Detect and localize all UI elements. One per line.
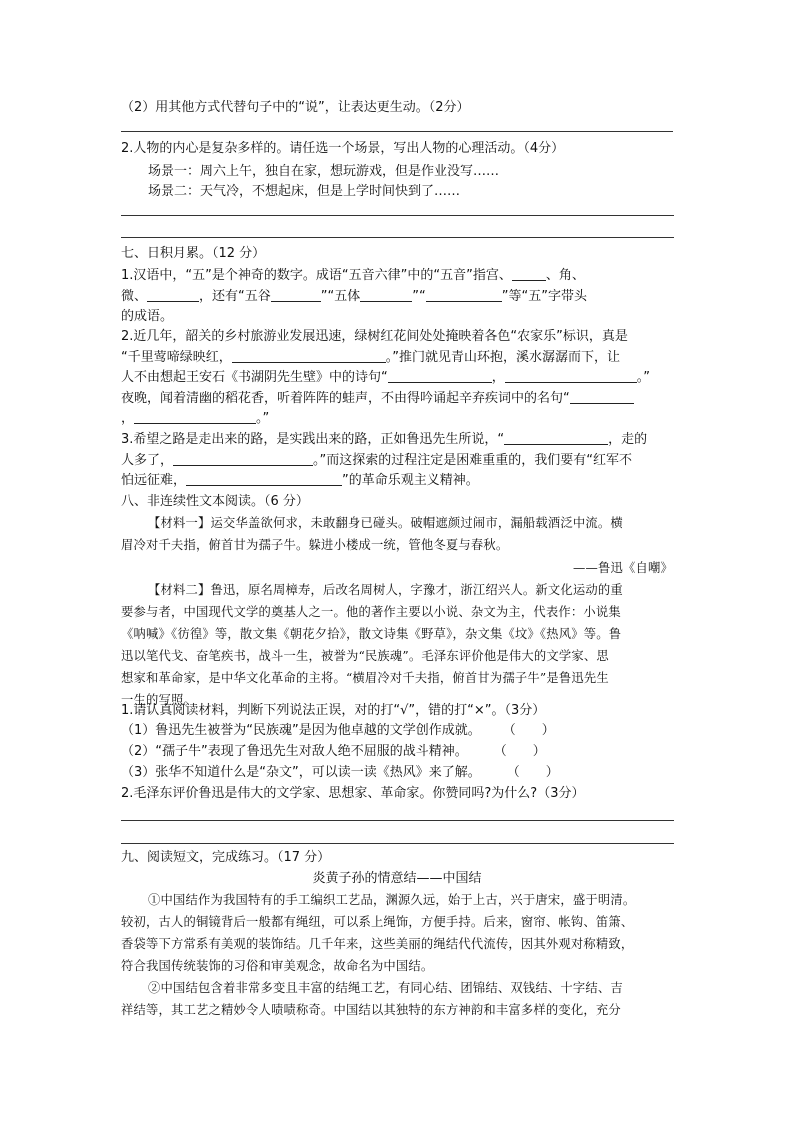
answer-line[interactable] [121, 843, 674, 844]
answer-line[interactable] [121, 215, 674, 216]
s8-q1-statement-3 [121, 763, 676, 783]
text: （1）鲁迅先生被誉为“民族魂”是因为他卓越的文学创作成就。 [121, 723, 481, 738]
answer-line[interactable] [121, 820, 674, 821]
material-2-line2: 要参与者，中国现代文学的奠基人之一。他的著作主要以小说、杂文为主，代表作：小说集 [121, 605, 621, 619]
text: 。” [636, 370, 651, 385]
s7-q1-line1 [121, 266, 676, 286]
text: ， [491, 370, 505, 385]
text: “千里莺啼绿映红， [121, 350, 232, 365]
text: 怕远征难， [121, 473, 187, 488]
text: 人不由想起王安石《书湖阴先生壁》中的诗句“ [121, 370, 388, 385]
q6-question-2: 2.人物的内心是复杂多样的。请任选一个场景，写出人物的心理活动。（4分） [121, 141, 565, 156]
q6-sub-question-2: （2）用其他方式代替句子中的“说”，让表达更生动。（2分） [121, 100, 470, 115]
text: 。”而这探索的过程注定是困难重重的，我们要有“红军不 [313, 453, 632, 468]
text: 3.希望之路是走出来的路，是实践出来的路，正如鲁迅先生所说，“ [121, 432, 505, 447]
text: 微、 [121, 289, 148, 304]
text: ”“五体 [320, 289, 361, 304]
s7-q2-line3 [121, 368, 676, 388]
section-9-heading: 九、阅读短文，完成练习。（17 分） [121, 850, 331, 865]
text: ”的革命乐观主义精神。 [342, 473, 479, 488]
s7-q2-line4 [121, 389, 676, 409]
fill-blank[interactable] [186, 471, 342, 486]
s8-q1-statement-2 [121, 742, 676, 762]
text: 人多了， [121, 453, 174, 468]
text: 夜晚，闻着清幽的稻花香，听着阵阵的蛙声，不由得吟诵起辛弃疾词中的名句“ [121, 391, 570, 406]
fill-blank[interactable] [360, 287, 412, 302]
text: ，走的 [608, 432, 648, 447]
paragraph-2-line1: ②中国结包含着非常多变且丰富的结绳工艺，有同心结、团锦结、双钱结、十字结、吉 [148, 981, 623, 995]
text: 。” [256, 411, 270, 426]
text: （3）张华不知道什么是“杂文”，可以读一读《热风》来了解。 [121, 765, 481, 780]
material-2-line6: 一生的写照。 [121, 693, 196, 707]
s7-q1-line2 [121, 287, 676, 307]
material-2-line4: 迅以笔代戈、奋笔疾书，战斗一生，被誉为“民族魂”。毛泽东评价他是伟大的文学家、思 [121, 649, 609, 663]
answer-paren[interactable]: （ ） [502, 723, 555, 738]
paragraph-1-line4: 符合我国传统装饰的习俗和审美观念，故命名为中国结。 [121, 959, 434, 973]
scene-two: 场景二：天气冷，不想起床，但是上学时间快到了…… [148, 184, 461, 199]
fill-blank[interactable] [173, 451, 313, 466]
answer-line[interactable] [121, 131, 673, 132]
s7-q3-line2 [121, 451, 676, 471]
s8-q1-statement-1 [121, 721, 676, 741]
text: ”“ [412, 289, 426, 304]
material-2-line1: 【材料二】鲁迅，原名周樟寿，后改名周树人，字豫才，浙江绍兴人。新文化运动的重 [148, 583, 623, 597]
material-1-line2: 眉冷对千夫指，俯首甘为孺子牛。躲进小楼成一统，管他冬夏与春秋。 [121, 538, 509, 552]
paragraph-1-line1: ①中国结作为我国特有的手工编织工艺品，渊源久远，始于上古，兴于唐宋，盛于明清。 [148, 893, 636, 907]
text: 、角、 [545, 268, 585, 283]
fill-blank[interactable] [147, 287, 199, 302]
section-7-heading: 七、日积月累。（12 分） [121, 246, 266, 261]
paragraph-1-line3: 香袋等下方常系有美观的装饰结。几千年来，这些美丽的绳结代代流传，因其外观对称精致， [121, 937, 634, 951]
answer-line[interactable] [121, 237, 674, 238]
s7-q2-line1: 2.近几年，韶关的乡村旅游业发展迅速，绿树红花间处处掩映着各色“农家乐”标识，真是 [121, 329, 628, 344]
s7-q2-line5 [121, 409, 676, 429]
paragraph-2-line2: 祥结等，其工艺之精妙令人啧啧称奇。中国结以其独特的东方神韵和丰富多样的变化，充分 [121, 1003, 621, 1017]
text: ，还有“五谷 [199, 289, 271, 304]
answer-paren[interactable]: （ ） [493, 744, 546, 759]
answer-paren[interactable]: （ ） [506, 765, 559, 780]
section-8-heading: 八、非连续性文本阅读。（6 分） [121, 494, 309, 509]
text: 1.汉语中，“五”是个神奇的数字。成语“五音六律”中的“五音”指宫、 [121, 268, 512, 283]
material-1-line1: 【材料一】运交华盖欲何求，未敢翻身已碰头。破帽遮颜过闹市，漏船载酒泛中流。横 [148, 516, 623, 530]
s7-q2-line2 [121, 348, 676, 368]
s8-question-2: 2.毛泽东评价鲁迅是伟大的文学家、思想家、革命家。你赞同吗?为什么?（3分） [121, 786, 585, 801]
fill-blank[interactable] [505, 368, 637, 383]
fill-blank[interactable] [512, 266, 546, 281]
fill-blank[interactable] [426, 287, 502, 302]
fill-blank[interactable] [134, 409, 256, 424]
text: ”等“五”字带头 [501, 289, 587, 304]
article-title: 炎黄子孙的情意结——中国结 [312, 871, 482, 886]
text: （2）“孺子牛”表现了鲁迅先生对敌人绝不屈服的战斗精神。 [121, 744, 468, 759]
fill-blank[interactable] [232, 348, 386, 363]
text: ， [121, 411, 135, 426]
material-1-source: ——鲁迅《自嘲》 [573, 561, 673, 575]
text: 。”推门就见青山环抱，溪水潺潺而下，让 [385, 350, 620, 365]
s7-q1-line3: 的成语。 [121, 309, 174, 324]
fill-blank[interactable] [504, 430, 608, 445]
fill-blank[interactable] [271, 287, 321, 302]
paragraph-1-line2: 较初，古人的铜镜背后一般都有绳纽，可以系上绳饰，方便手持。后来，窗帘、帐钩、笛箫、 [121, 915, 634, 929]
material-2-line5: 想家和革命家，是中华文化革命的主将。“横眉冷对千夫指，俯首甘为孺子牛”是鲁迅先生 [121, 671, 609, 685]
s7-q3-line1 [121, 430, 676, 450]
material-2-line3: 《呐喊》《彷徨》等，散文集《朝花夕拾》，散文诗集《野草》，杂文集《坟》《热风》等。鲁 [121, 627, 622, 641]
fill-blank[interactable] [570, 389, 634, 404]
s8-question-1: 1.请认真阅读材料，判断下列说法正误，对的打“√”，错的打“×”。（3分） [121, 703, 546, 718]
fill-blank[interactable] [388, 368, 492, 383]
s7-q3-line3 [121, 471, 676, 491]
scene-one: 场景一：周六上午，独自在家，想玩游戏，但是作业没写…… [148, 164, 500, 179]
